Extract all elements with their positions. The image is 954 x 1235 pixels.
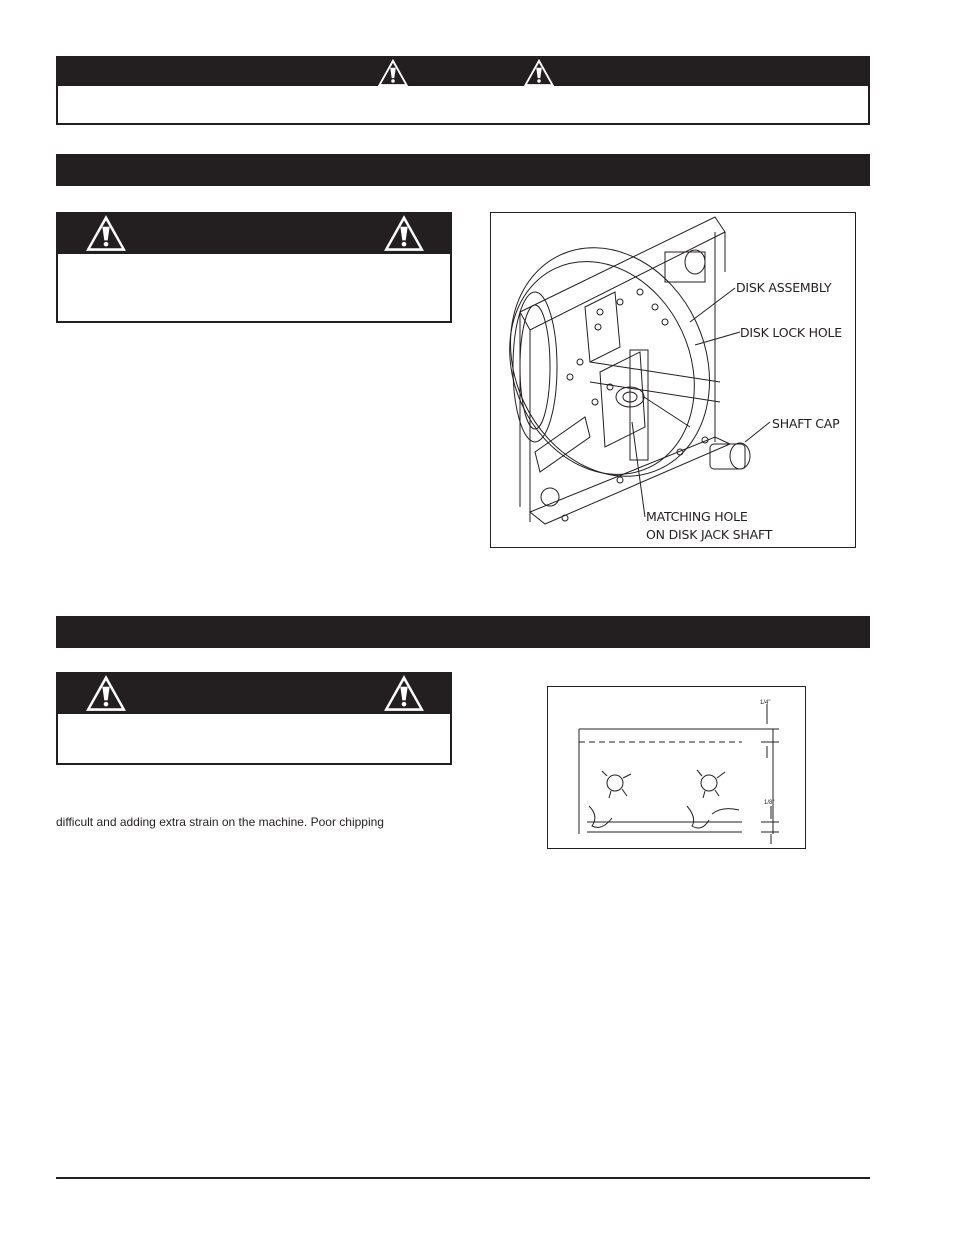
dimension-label-top: 1/4" [760,700,771,706]
warning-triangle-icon [85,214,127,252]
disk-assembly-drawing [490,212,856,548]
knife-wear-drawing [547,686,806,849]
footer-rule [56,1177,870,1179]
warning-triangle-icon [383,214,425,252]
warning-text-box [56,714,452,765]
warning-text-box [56,254,452,323]
warning-triangle-icon [383,674,425,712]
top-warning-box [56,86,870,125]
label-disk-assembly: DISK ASSEMBLY [736,280,832,295]
dimension-label-bottom: 1/8" [764,800,775,806]
label-matching-hole-line1: MATCHING HOLE [646,509,748,524]
label-shaft-cap: SHAFT CAP [772,416,840,431]
warning-triangle-icon [523,58,555,87]
label-disk-lock-hole: DISK LOCK HOLE [740,325,842,340]
top-warning-bar [56,56,870,88]
section-header-bar [56,154,870,186]
label-matching-hole-line2: ON DISK JACK SHAFT [646,527,773,542]
body-paragraph-line: difficult and adding extra strain on the machine. Poor chipping [56,815,384,829]
section-header-bar [56,616,870,648]
warning-triangle-icon [377,58,409,87]
warning-triangle-icon [85,674,127,712]
